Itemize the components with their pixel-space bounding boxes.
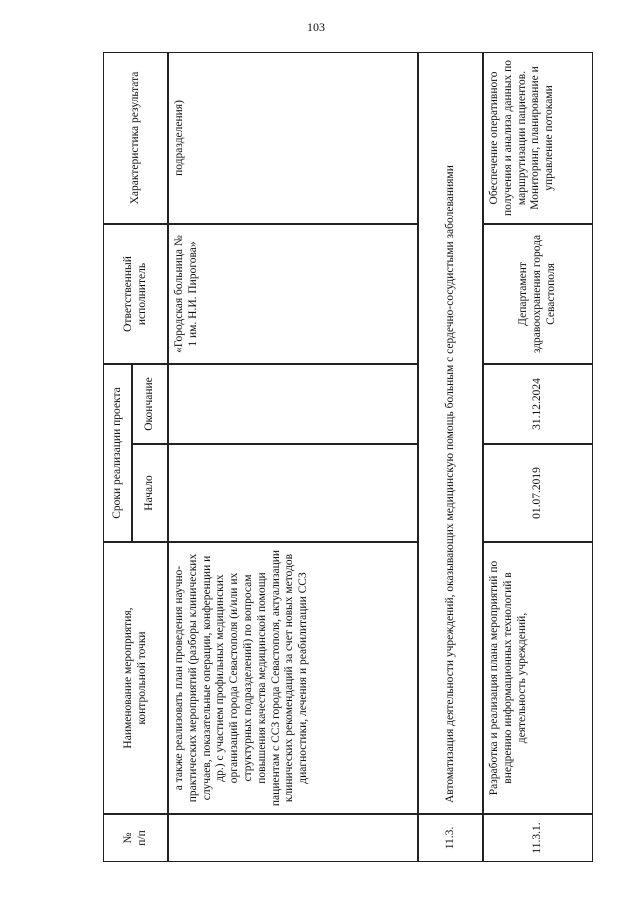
header-result: Характеристика результата [103,52,168,224]
rotated-table [103,52,593,862]
row-1-start [168,444,418,542]
row-1-responsible: «Городская больница № 1 им. Н.И. Пирогова» [168,224,418,364]
row-2-end: 31.12.2024 [483,364,593,444]
row-2-responsible: Департамент здравоохранения города Севастополя [483,224,593,364]
row-2-result: Обеспечение оперативного получения и анализа данных по маршрутизации пациентов. Мониторинг, планирование и управление потоками [483,52,593,224]
header-start: Начало [132,444,168,542]
section-num: 11.3. [418,814,483,862]
row-1-num [168,814,418,862]
section-title: Автоматизация деятельности учреждений, оказывающих медицинскую помощь больным с сердечно-сосудистыми заболеваниями [418,52,483,814]
header-num: № п/п [103,814,168,862]
row-2-name: Разработка и реализация плана мероприятий по внедрению информационных технологий в деятельность учреждений, [483,542,593,814]
row-1-end [168,364,418,444]
row-1-name: а также реализовать план проведения научно-практических мероприятий (разборы клинических случаев, показательные операции, конференции и др.) с участием профильных медицинских организаций города Севастополя (и/или их структурных подразделений) по вопросам повышения качества медицинской помощи пациентам с ССЗ города Севастополя, актуализации клинических рекомендаций за счет новых методов диагностики, лечения и реабилитации ССЗ [168,542,418,814]
row-1-result: подразделения) [168,52,418,224]
page-number: 103 [307,20,325,34]
row-2-start: 01.07.2019 [483,444,593,542]
header-responsible: Ответственный исполнитель [103,224,168,364]
header-period: Сроки реализации проекта [103,364,132,542]
header-end: Окончание [132,364,168,444]
table [103,52,593,862]
row-2-num: 11.3.1. [483,814,593,862]
header-name: Наименование мероприятия, контрольной точки [103,542,168,814]
